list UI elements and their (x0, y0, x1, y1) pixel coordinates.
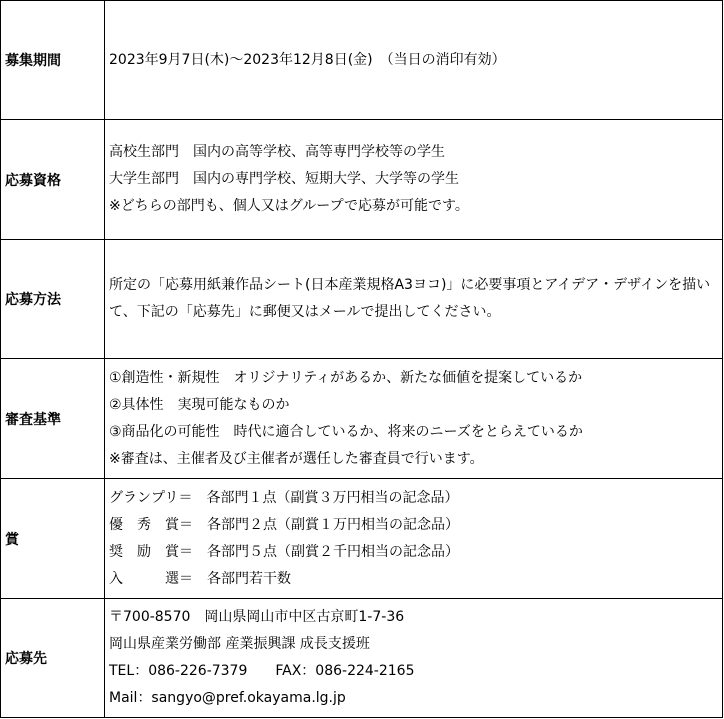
contact-email: Mail：sangyo@pref.okayama.lg.jp (109, 690, 346, 706)
row-content-recruitment-period (105, 1, 723, 120)
eligibility-line-note: ※どちらの部門も、個人又はグループで応募が可能です。 (109, 198, 469, 214)
criteria-line-creativity: ①創造性・新規性 オリジナリティがあるか、新たな価値を提案しているか (109, 369, 583, 386)
criteria-line-commercialization: ③商品化の可能性 時代に適合しているか、将来のニーズをとらえているか (109, 423, 583, 440)
row-label-contact: 応募先 (1, 599, 105, 718)
row-label-recruitment-period: 募集期間 (1, 1, 105, 120)
table-row-eligibility (1, 120, 723, 240)
contact-phone-fax: TEL：086-226-7379 FAX：086-224-2165 (109, 663, 415, 679)
award-line-encouragement: 奨 励 賞＝ 各部門５点（副賞２千円相当の記念品） (109, 543, 459, 560)
application-method-text: 所定の「応募用紙兼作品シート(日本産業規格A3ヨコ)」に必要事項とアイデア・デザインを描いて、下記の「応募先」に郵便又はメールで提出してください。 (109, 277, 711, 320)
table-row-awards (1, 479, 723, 599)
row-label-criteria: 審査基準 (1, 359, 105, 479)
contact-address: 〒700-8570 岡山県岡山市中区古京町1-7-36 (109, 609, 405, 625)
row-content-eligibility (105, 120, 723, 240)
award-line-selected: 入 選＝ 各部門若干数 (109, 570, 291, 587)
contact-department: 岡山県産業労働部 産業振興課 成長支援班 (109, 636, 370, 652)
eligibility-line-high-school: 高校生部門 国内の高等学校、高等専門学校等の学生 (109, 144, 445, 160)
eligibility-line-university: 大学生部門 国内の専門学校、短期大学、大学等の学生 (109, 171, 459, 187)
award-line-excellence: 優 秀 賞＝ 各部門２点（副賞１万円相当の記念品） (109, 516, 459, 533)
row-content-criteria (105, 359, 723, 479)
row-label-eligibility: 応募資格 (1, 120, 105, 240)
table-row-recruitment-period (1, 1, 723, 120)
row-content-application-method (105, 240, 723, 359)
row-content-awards (105, 479, 723, 599)
row-content-contact (105, 599, 723, 718)
table-row-contact (1, 599, 723, 718)
period-text: 2023年9月7日(木)～2023年12月8日(金) （当日の消印有効） (109, 51, 506, 68)
table-row-criteria (1, 359, 723, 479)
table-row-application-method (1, 240, 723, 359)
award-line-grand-prix: グランプリ＝ 各部門１点（副賞３万円相当の記念品） (109, 489, 459, 506)
row-label-application-method: 応募方法 (1, 240, 105, 359)
row-label-awards: 賞 (1, 479, 105, 599)
criteria-line-note: ※審査は、主催者及び主催者が選任した審査員で行います。 (109, 450, 484, 467)
criteria-line-feasibility: ②具体性 実現可能なものか (109, 396, 290, 413)
